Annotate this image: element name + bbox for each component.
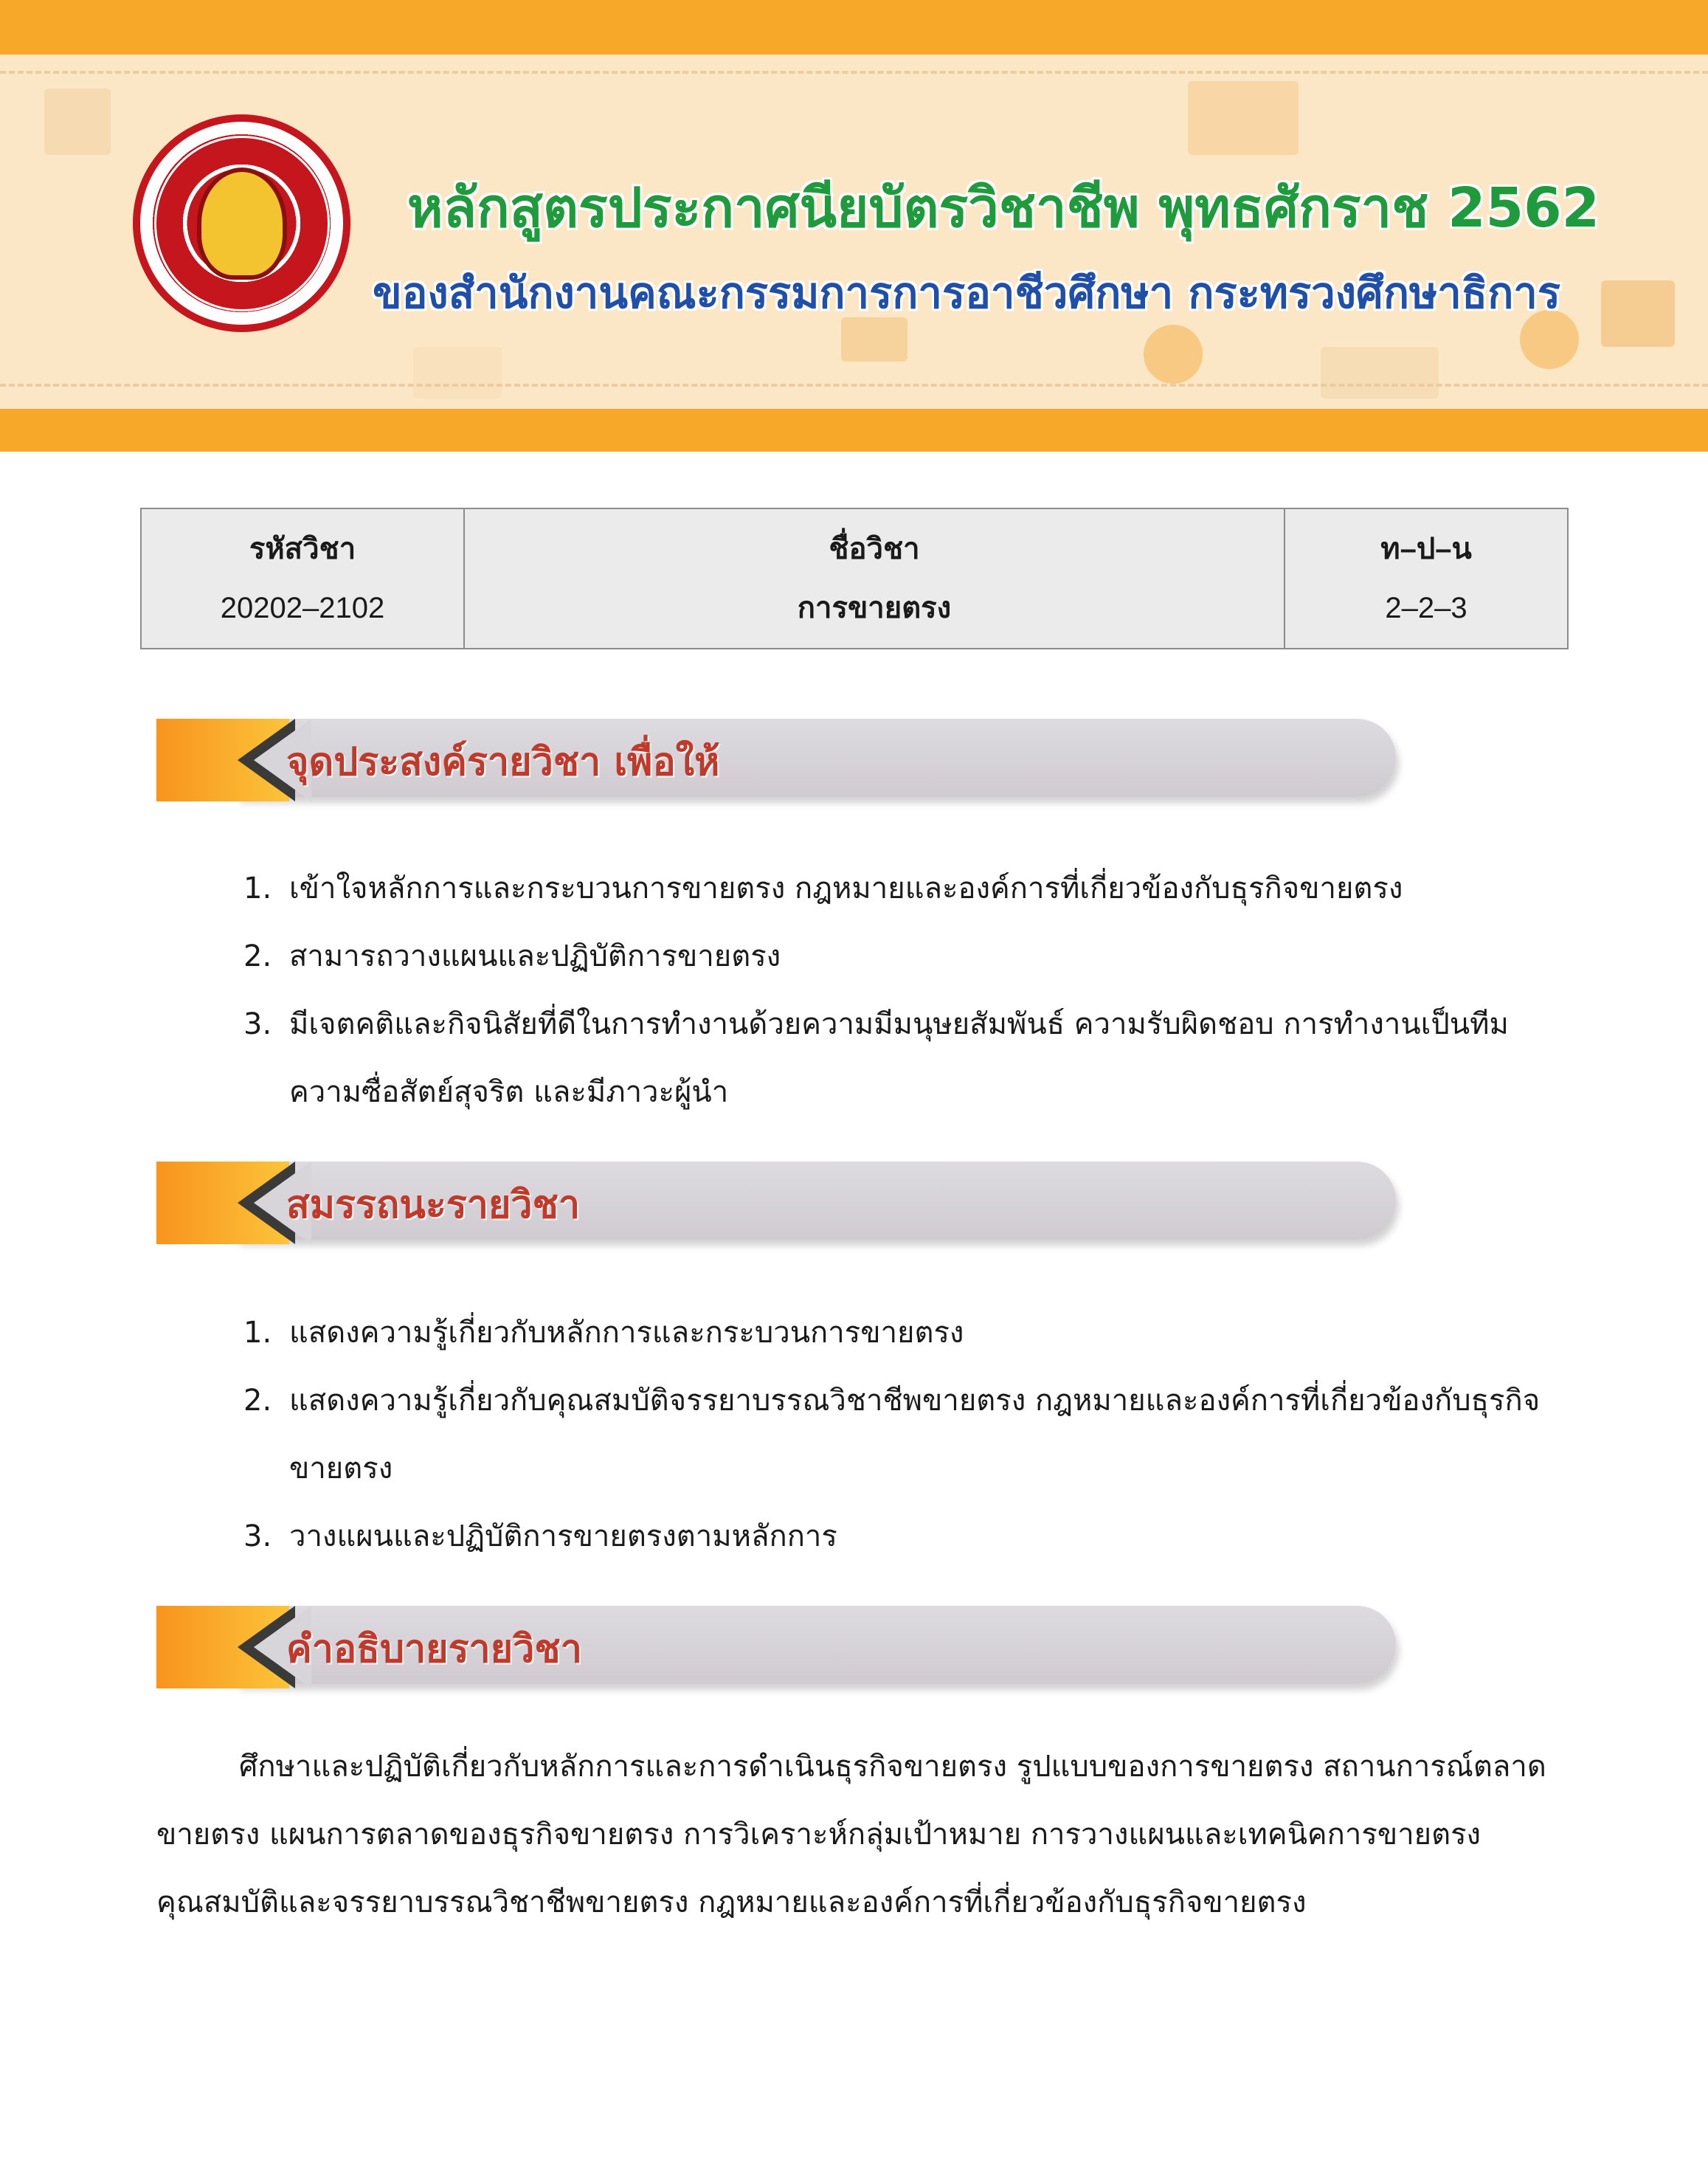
- header-banner: [0, 0, 1708, 452]
- section-header-competencies: [156, 1162, 1396, 1244]
- section-header-description: [156, 1606, 1396, 1688]
- course-credits-header: ท–ป–น: [1380, 533, 1472, 565]
- list-item: 3. วางแผนและปฏิบัติการขายตรงตามหลักการ: [243, 1519, 837, 1553]
- page-subtitle: ของสำนักงานคณะกรรมการการอาชีวศึกษา กระทรวงศึกษาธิการ: [372, 268, 1561, 318]
- course-name-cell: [464, 508, 1285, 649]
- list-item: 2. สามารถวางแผนและปฏิบัติการขายตรง: [243, 939, 781, 973]
- banner-bottom-band: [0, 409, 1708, 452]
- section-title: คำอธิบายรายวิชา: [286, 1627, 582, 1671]
- competencies-list: [243, 1299, 1557, 1570]
- course-description: ศึกษาและปฏิบัติเกี่ยวกับหลักการและการดำเนินธุรกิจขายตรง รูปแบบของการขายตรง สถานการณ์ตลาดขายตรง แผนการตลาดของธุรกิจขายตรง การวิเคราะห์กลุ่มเป้าหมาย การวางแผนและเทคนิคการขายตรง คุณสมบัติและจรรยาบรรณวิชาชีพขายตรง กฎหมายและองค์การที่เกี่ยวข้องกับธุรกิจขายตรง: [156, 1750, 1546, 1919]
- course-credits-cell: [1285, 508, 1568, 649]
- list-item: 2. แสดงความรู้เกี่ยวกับคุณสมบัติจรรยาบรรณวิชาชีพขายตรง กฎหมายและองค์การที่เกี่ยวข้องกับธุรกิจขายตรง: [243, 1384, 1541, 1486]
- decor-cart-icon: [1321, 347, 1439, 398]
- course-info-table: [140, 508, 1569, 649]
- decor-store-icon: [1601, 280, 1675, 347]
- course-code-value: 20202–2102: [220, 592, 385, 624]
- decor-tag-icon: [44, 89, 111, 155]
- course-credits-value: 2–2–3: [1385, 592, 1467, 624]
- list-item: 1. แสดงความรู้เกี่ยวกับหลักการและกระบวนการขายตรง: [243, 1316, 964, 1350]
- banner-top-band: [0, 0, 1708, 55]
- objectives-list: [243, 855, 1557, 1126]
- course-name-value: การขายตรง: [797, 592, 952, 624]
- course-code-cell: [141, 508, 464, 649]
- section-title: จุดประสงค์รายวิชา เพื่อให้: [286, 740, 720, 784]
- course-code-header: รหัสวิชา: [249, 533, 356, 565]
- decor-box-icon: [413, 347, 502, 398]
- list-item: 1. เข้าใจหลักการและกระบวนการขายตรง กฎหมายและองค์การที่เกี่ยวข้องกับธุรกิจขายตรง: [243, 872, 1403, 905]
- section-header-objectives: [156, 719, 1396, 801]
- section-title: สมรรถนะรายวิชา: [286, 1183, 581, 1227]
- decor-laptop-icon: [1188, 81, 1299, 155]
- vocational-education-commission-seal-icon: [133, 114, 350, 332]
- page-title: หลักสูตรประกาศนียบัตรวิชาชีพ พุทธศักราช 2562: [407, 176, 1600, 240]
- course-name-header: ชื่อวิชา: [829, 533, 920, 565]
- list-item: 3. มีเจตคติและกิจนิสัยที่ดีในการทำงานด้วยความมีมนุษยสัมพันธ์ ความรับผิดชอบ การทำงานเป็นทีม ความซื่อสัตย์สุจริต และมีภาวะผู้นำ: [243, 1007, 1509, 1109]
- decor-percent-icon: [1144, 325, 1203, 384]
